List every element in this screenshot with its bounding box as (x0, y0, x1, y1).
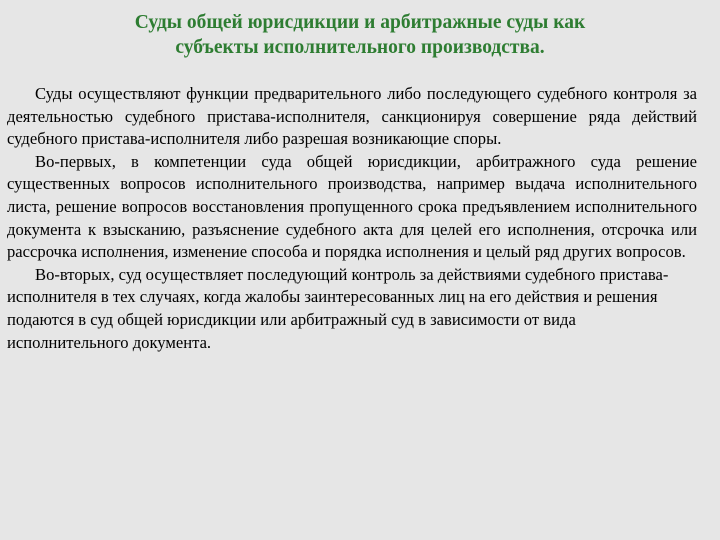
slide-body (7, 83, 697, 354)
paragraph-secondly: Во-вторых, суд осуществляет последующий контроль за действиями судебного пристава-исполнителя в тех случаях, когда жалобы заинтересованных лиц на его действия и решения подаются в суд общей юрисдикции или арбитражный суд в зависимости от вида исполнительного документа. (7, 264, 669, 352)
paragraph-court-control: Суды осуществляют функции предварительного либо последующего судебного контроля за деятельностью судебного пристава-исполнителя, санкционируя совершение ряда действий судебного пристава-исполнителя либо разрешая возникающие споры. (7, 84, 697, 149)
slide-title (20, 10, 700, 60)
slide-title-line-1: Суды общей юрисдикции и арбитражные суды как (134, 12, 586, 33)
slide-title-line-2: субъекты исполнительного производства. (175, 37, 545, 58)
paragraph-firstly: Во-первых, в компетенции суда общей юрисдикции, арбитражного суда решение существенных вопросов исполнительного производства, например выдача исполнительного листа, решение вопросов восстановления пропущенного срока предъявлением исполнительного документа к взысканию, разъяснение судебного акта для целей его исполнения, отсрочка или рассрочка исполнения, изменение способа и порядка исполнения и целый ряд других вопросов. (7, 151, 697, 262)
